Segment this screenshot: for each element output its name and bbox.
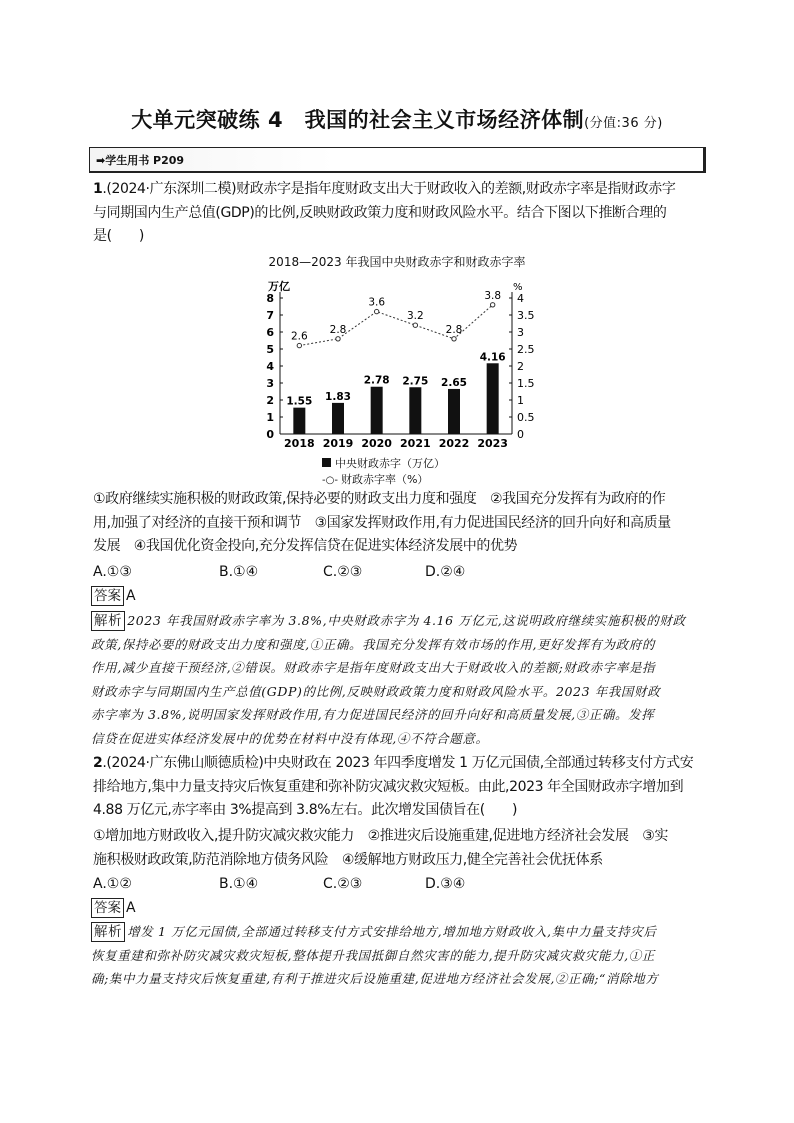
- q1-statements: [93, 488, 705, 559]
- q2-stem-line-3: 4.88 万亿元,赤字率由 3%提高到 3.8%左右。此次增发国债旨在( ): [93, 802, 518, 818]
- x-tick-label-2018: 2018: [284, 437, 315, 450]
- q2-explain-line-1: 增发 1 万亿元国债,全部通过转移支付方式安排给地方,增加地方财政收入,集中力量支持灾后: [127, 924, 657, 939]
- q2-stem: [93, 752, 705, 823]
- rate-point-2023: [490, 303, 494, 307]
- y-axis-left-label: 万亿: [268, 280, 290, 293]
- q1-answer-value: A: [126, 588, 136, 604]
- q1-explanation: [91, 609, 705, 750]
- title-main: 大单元突破练 4 我国的社会主义市场经济体制: [131, 108, 585, 132]
- q1-stem-line-3: 是( ): [93, 228, 144, 244]
- x-tick-label-2021: 2021: [400, 437, 431, 450]
- legend-item-bar: [322, 455, 445, 471]
- x-tick-label-2019: 2019: [322, 437, 354, 450]
- rate-point-2018: [297, 343, 301, 347]
- x-tick-label-2023: 2023: [477, 437, 508, 450]
- legend-line-swatch: -○-: [322, 475, 338, 486]
- rate-point-2022: [452, 337, 456, 341]
- q1-explain-line-3: 作用,减少直接干预经济,②错误。财政赤字是指年度财政支出大于财政收入的差额;财政赤字率是指: [91, 660, 656, 675]
- rate-label-2019: 2.8: [329, 323, 347, 336]
- q2-option-c[interactable]: C.②③: [323, 876, 363, 892]
- y-tick-label-right: 4: [517, 292, 524, 305]
- reference-bar: [89, 147, 706, 173]
- legend-bar-swatch: [322, 458, 331, 467]
- q1-option-b[interactable]: B.①④: [219, 564, 259, 580]
- q2-statements: [93, 825, 705, 872]
- q2-option-a[interactable]: A.①②: [93, 876, 132, 892]
- bar-2019: [332, 403, 344, 434]
- bar-label-2023: 4.16: [479, 351, 506, 364]
- y-tick-label-right: 0.5: [517, 411, 535, 424]
- q2-answer-tag: 答案: [91, 898, 124, 918]
- q2-statements-line-2: 施积极财政政策,防范消除地方债务风险 ④缓解地方财政压力,健全完善社会优抚体系: [93, 851, 603, 868]
- bar-2023: [487, 363, 499, 434]
- q1-explain-line-2: 政策,保持必要的财政支出力度和强度,①正确。我国充分发挥有效市场的作用,更好发挥有为政府的: [91, 636, 655, 652]
- chart-legend: [322, 455, 445, 487]
- y-tick-label-left: 6: [266, 326, 274, 339]
- q1-answer-tag: 答案: [91, 586, 124, 606]
- bar-label-2022: 2.65: [441, 376, 467, 389]
- q2-number: 2: [93, 755, 103, 771]
- y-tick-label-left: 8: [266, 292, 274, 305]
- q1-answer: [91, 586, 136, 606]
- q1-explain-line-6: 信贷在促进实体经济发展中的优势在材料中没有体现,④不符合题意。: [91, 730, 489, 746]
- q2-explain-line-3: 确;集中力量支持灾后恢复重建,有利于推进灾后设施重建,促进地方经济社会发展,②正确;“消除地方: [91, 971, 659, 986]
- q1-option-a[interactable]: A.①③: [93, 564, 132, 580]
- reference-text: ➡学生用书 P209: [96, 154, 185, 167]
- legend-bar-label: 中央财政赤字（万亿）: [335, 457, 445, 470]
- q1-option-d[interactable]: D.②④: [425, 564, 466, 580]
- x-tick-label-2020: 2020: [361, 437, 392, 450]
- chart-title: 2018—2023 年我国中央财政赤字和财政赤字率: [268, 255, 526, 269]
- q1-stem-line-1: .(2024·广东深圳二模)财政赤字是指年度财政支出大于财政收入的差额,财政赤字率是指财政赤字: [102, 181, 676, 197]
- q1-option-c[interactable]: C.②③: [323, 564, 363, 580]
- q1-statements-line-1: ①政府继续实施积极的财政政策,保持必要的财政支出力度和强度 ②我国充分发挥有为政府的作: [93, 491, 666, 507]
- y-tick-label-left: 4: [266, 360, 274, 373]
- q1-stem-line-2: 与同期国内生产总值(GDP)的比例,反映财政政策力度和财政风险水平。结合下图以下推断合理的: [93, 204, 667, 221]
- q2-stem-line-2: 排给地方,集中力量支持灾后恢复重建和弥补防灾减灾救灾短板。由此,2023 年全国财政赤字增加到: [93, 778, 684, 795]
- q2-option-d[interactable]: D.③④: [425, 876, 466, 892]
- y-tick-label-left: 7: [266, 309, 274, 322]
- q1-explain-line-4: 财政赤字与同期国内生产总值(GDP)的比例,反映财政政策力度和财政风险水平。2023 年我国财政: [91, 683, 661, 699]
- rate-point-2020: [374, 309, 378, 313]
- title-score: (分值:36 分): [584, 116, 663, 131]
- x-tick-label-2022: 2022: [438, 437, 470, 450]
- y-axis-right-label: %: [513, 282, 523, 293]
- y-tick-label-left: 0: [266, 428, 274, 441]
- q2-explain-line-2: 恢复重建和弥补防灾减灾救灾短板,整体提升我国抵御自然灾害的能力,提升防灾减灾救灾能力,①正: [91, 947, 655, 963]
- rate-point-2019: [336, 337, 340, 341]
- y-tick-label-left: 2: [266, 394, 274, 407]
- deficit-chart: [250, 276, 550, 451]
- y-tick-label-right: 2: [517, 360, 524, 373]
- q1-explain-tag: 解析: [91, 611, 125, 631]
- rate-label-2022: 2.8: [445, 323, 463, 336]
- q1-stem: [93, 178, 705, 249]
- y-tick-label-right: 1.5: [517, 377, 535, 390]
- rate-label-2023: 3.8: [484, 289, 502, 302]
- y-tick-label-left: 3: [266, 377, 274, 390]
- q1-explain-line-1: 2023 年我国财政赤字率为 3.8%,中央财政赤字为 4.16 万亿元,这说明政府继续实施积极的财政: [127, 613, 686, 628]
- y-tick-label-right: 3.5: [517, 309, 535, 322]
- rate-line: [299, 305, 492, 346]
- rate-label-2020: 3.6: [368, 296, 386, 309]
- q2-statements-line-1: ①增加地方财政收入,提升防灾减灾救灾能力 ②推进灾后设施重建,促进地方经济社会发展 ③实: [93, 828, 668, 844]
- bar-2021: [409, 387, 421, 434]
- y-tick-label-left: 5: [266, 343, 274, 356]
- q1-explain-line-5: 赤字率为 3.8%,说明国家发挥财政作用,有力促进国民经济的回升向好和高质量发展,③正确。发挥: [91, 707, 655, 722]
- q2-answer-value: A: [126, 900, 136, 916]
- q2-explanation: [91, 920, 705, 991]
- rate-label-2021: 3.2: [406, 310, 424, 323]
- q2-answer: [91, 898, 136, 918]
- bar-2022: [448, 389, 460, 434]
- q2-option-b[interactable]: B.①④: [219, 876, 259, 892]
- bar-label-2020: 2.78: [363, 374, 390, 387]
- bar-2018: [293, 408, 305, 434]
- bar-label-2021: 2.75: [402, 375, 429, 388]
- y-tick-label-right: 2.5: [517, 343, 535, 356]
- bar-2020: [371, 387, 383, 434]
- bar-label-2019: 1.83: [325, 390, 351, 403]
- legend-item-line: [322, 471, 445, 487]
- legend-line-label: 财政赤字率（%）: [340, 473, 429, 486]
- y-tick-label-right: 1: [517, 394, 524, 407]
- y-tick-label-left: 1: [266, 411, 274, 424]
- q2-stem-line-1: .(2024·广东佛山顺德质检)中央财政在 2023 年四季度增发 1 万亿元国债,全部通过转移支付方式安: [102, 755, 694, 771]
- rate-label-2018: 2.6: [290, 330, 308, 343]
- page-title: [0, 104, 794, 134]
- q1-statements-line-3: 发展 ④我国优化资金投向,充分发挥信贷在促进实体经济发展中的优势: [93, 538, 518, 554]
- y-tick-label-right: 3: [517, 326, 524, 339]
- q2-explain-tag: 解析: [91, 922, 125, 942]
- q1-number: 1: [93, 181, 103, 197]
- rate-point-2021: [413, 323, 417, 327]
- q1-statements-line-2: 用,加强了对经济的直接干预和调节 ③国家发挥财政作用,有力促进国民经济的回升向好和高质量: [93, 514, 671, 531]
- y-tick-label-right: 0: [517, 428, 524, 441]
- bar-label-2018: 1.55: [286, 395, 313, 408]
